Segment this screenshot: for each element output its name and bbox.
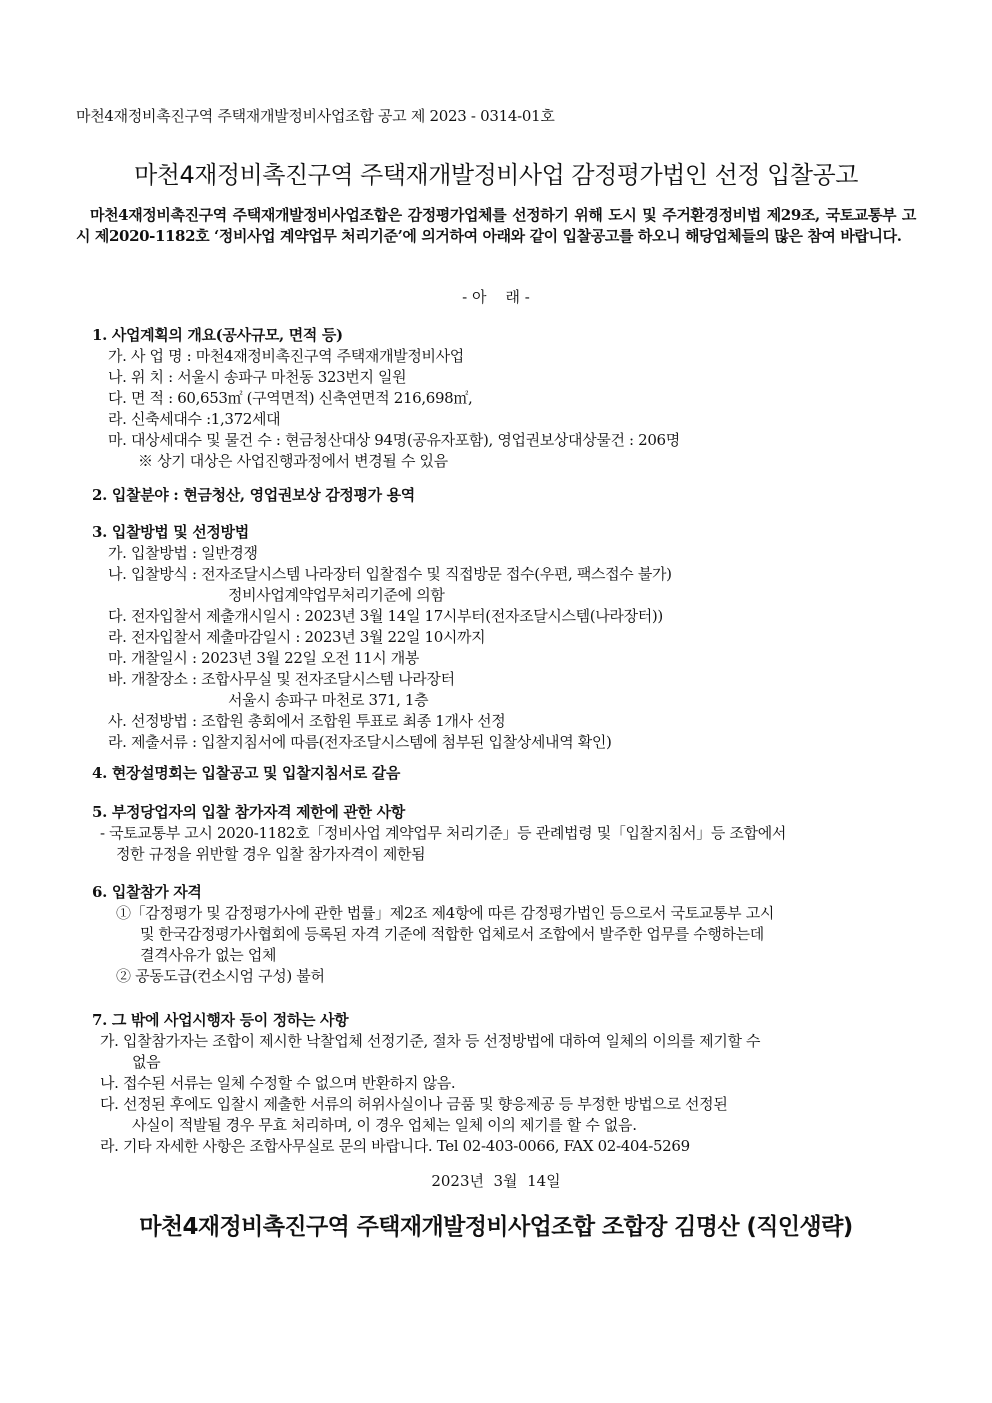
section-5-text-continuation: 정한 규정을 위반할 경우 입찰 참가자격이 제한됨 — [116, 845, 426, 863]
section-3-item: 바. 개찰장소 : 조합사무실 및 전자조달시스템 나라장터 — [108, 670, 455, 688]
section-7-item-ga: 가. 입찰참가자는 조합이 제시한 낙찰업체 선정기준, 절차 등 선정방법에 대하여 일체의 이의를 제기할 수 — [100, 1032, 761, 1050]
section-6 — [92, 882, 922, 987]
section-1-item: 다. 면 적 : 60,653㎡ (구역면적) 신축연면적 216,698㎡, — [108, 389, 473, 407]
section-7-heading: 7. 그 밖에 사업시행자 등이 정하는 사항 — [92, 1011, 349, 1029]
section-2-heading: 2. 입찰분야 : 현금청산, 영업권보상 감정평가 용역 — [92, 486, 415, 504]
section-7-item-da: 다. 선정된 후에도 입찰시 제출한 서류의 허위사실이나 금품 및 향응제공 등 부정한 방법으로 선정된 — [100, 1095, 728, 1113]
announcement-date: 2023년 3월 14일 — [431, 1172, 561, 1190]
section-7-item-ga-continuation: 없음 — [132, 1053, 161, 1071]
section-5 — [92, 802, 922, 865]
section-5-heading: 5. 부정당업자의 입찰 참가자격 제한에 관한 사항 — [92, 803, 405, 821]
section-3-item: 다. 전자입찰서 제출개시일시 : 2023년 3월 14일 17시부터(전자조달시스템(나라장터)) — [108, 607, 663, 625]
section-7-item-na: 나. 접수된 서류는 일체 수정할 수 없으며 반환하지 않음. — [100, 1074, 456, 1092]
intro-text: 마천4재정비촉진구역 주택재개발정비사업조합은 감정평가업체를 선정하기 위해 도시 및 주거환경정비법 제29조, 국토교통부 고시 제2020-1182호 ‘정비사업 계약업무 처리기준’에 의거하여 아래와 같이 입찰공고를 하오니 해당업체들의 많은 참여 바랍니다. — [76, 206, 916, 245]
intro-paragraph — [76, 205, 916, 247]
section-3-item-continuation: 정비사업계약업무처리기준에 의함 — [228, 586, 445, 604]
section-3-heading: 3. 입찰방법 및 선정방법 — [92, 523, 249, 541]
announcement-number: 마천4재정비촉진구역 주택재개발정비사업조합 공고 제 2023 - 0314-01호 — [76, 107, 555, 125]
signature-line: 마천4재정비촉진구역 주택재개발정비사업조합 조합장 김명산 (직인생략) — [139, 1214, 853, 1240]
section-4 — [92, 763, 922, 784]
section-1-item: 나. 위 치 : 서울시 송파구 마천동 323번지 일원 — [108, 368, 407, 386]
section-6-item-1-continuation: 및 한국감정평가사협회에 등록된 자격 기준에 적합한 업체로서 조합에서 발주한 업무를 수행하는데 — [140, 925, 764, 943]
section-6-item-1: ①「감정평가 및 감정평가사에 관한 법률」제2조 제4항에 따른 감정평가법인 등으로서 국토교통부 고시 — [116, 904, 774, 922]
section-1-note: ※ 상기 대상은 사업진행과정에서 변경될 수 있음 — [138, 452, 448, 470]
section-3-item: 가. 입찰방법 : 일반경쟁 — [108, 544, 258, 562]
section-3-item: 사. 선정방법 : 조합원 총회에서 조합원 투표로 최종 1개사 선정 — [108, 712, 506, 730]
document-title: 마천4재정비촉진구역 주택재개발정비사업 감정평가법인 선정 입찰공고 — [134, 161, 858, 189]
section-6-item-2: ② 공동도급(컨소시엄 구성) 불허 — [116, 967, 325, 985]
section-4-heading: 4. 현장설명회는 입찰공고 및 입찰지침서로 갈음 — [92, 764, 400, 782]
section-3-item-continuation: 서울시 송파구 마천로 371, 1층 — [228, 691, 429, 709]
section-7 — [92, 1010, 922, 1157]
section-3 — [92, 522, 922, 753]
section-7-item-ra: 라. 기타 자세한 사항은 조합사무실로 문의 바랍니다. Tel 02-403-0066, FAX 02-404-5269 — [100, 1137, 690, 1155]
section-1-item: 마. 대상세대수 및 물건 수 : 현금청산대상 94명(공유자포함), 영업권보상대상물건 : 206명 — [108, 431, 680, 449]
section-6-heading: 6. 입찰참가 자격 — [92, 883, 202, 901]
section-1-item: 가. 사 업 명 : 마천4재정비촉진구역 주택재개발정비사업 — [108, 347, 464, 365]
section-3-item: 라. 전자입찰서 제출마감일시 : 2023년 3월 22일 10시까지 — [108, 628, 486, 646]
section-6-item-1-continuation: 결격사유가 없는 업체 — [140, 946, 277, 964]
section-7-item-da-continuation: 사실이 적발될 경우 무효 처리하며, 이 경우 업체는 일체 이의 제기를 할 수 없음. — [132, 1116, 637, 1134]
section-1-item: 라. 신축세대수 :1,372세대 — [108, 410, 281, 428]
section-1 — [92, 325, 922, 472]
section-3-item: 라. 제출서류 : 입찰지침서에 따름(전자조달시스템에 첨부된 입찰상세내역 확인) — [108, 733, 612, 751]
below-label: - 아 래 - — [462, 288, 530, 306]
section-3-item: 마. 개찰일시 : 2023년 3월 22일 오전 11시 개봉 — [108, 649, 420, 667]
section-2 — [92, 485, 922, 506]
section-3-item: 나. 입찰방식 : 전자조달시스템 나라장터 입찰접수 및 직접방문 접수(우편, 팩스접수 불가) — [108, 565, 672, 583]
section-1-heading: 1. 사업계획의 개요(공사규모, 면적 등) — [92, 326, 343, 344]
section-5-text: - 국토교통부 고시 2020-1182호「정비사업 계약업무 처리기준」등 관례법령 및「입찰지침서」등 조합에서 — [100, 824, 786, 842]
